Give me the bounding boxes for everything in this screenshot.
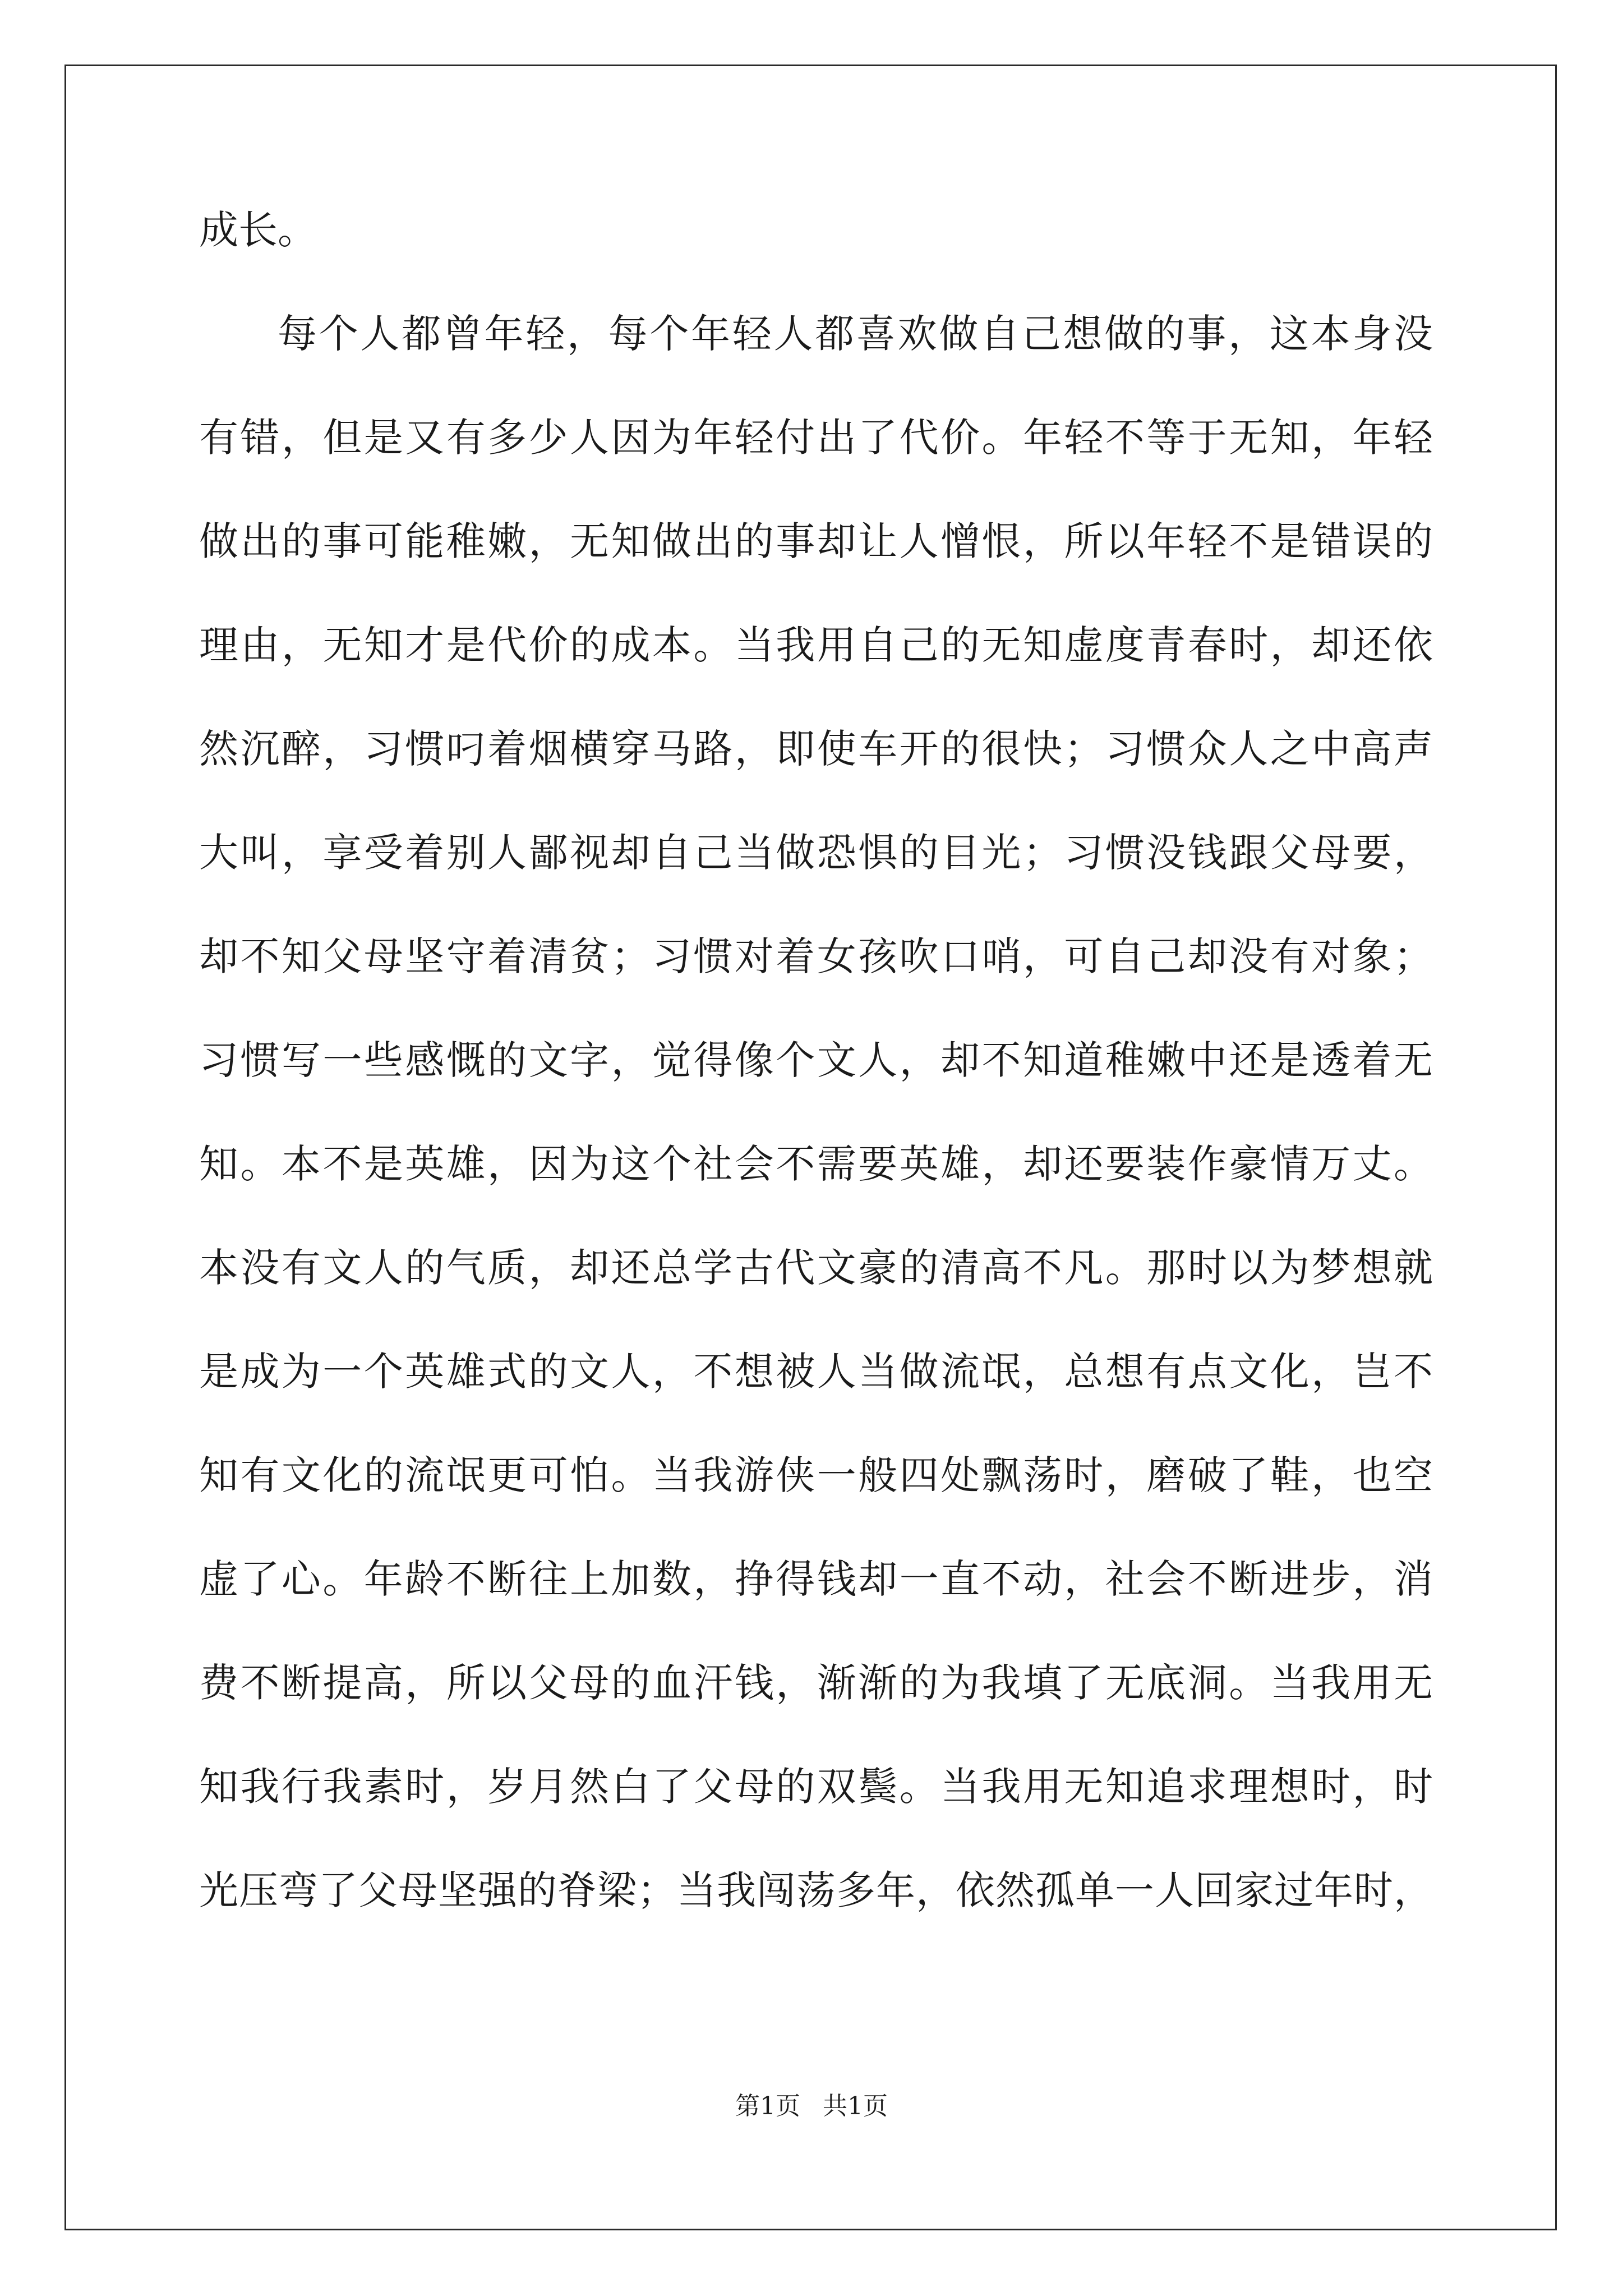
text-line: 费不断提高，所以父母的血汗钱，渐渐的为我填了无底洞。当我用无 (199, 1660, 1433, 1706)
page-total: 共1页 (823, 2092, 888, 2120)
text-line: 大叫，享受着别人鄙视却自己当做恐惧的目光；习惯没钱跟父母要， (199, 830, 1433, 876)
page-number: 第1页 (735, 2092, 800, 2120)
page-footer (0, 2090, 1623, 2123)
text-line: 每个人都曾年轻，每个年轻人都喜欢做自己想做的事，这本身没 (278, 311, 1433, 357)
text-line: 知有文化的流氓更可怕。当我游侠一般四处飘荡时，磨破了鞋，也空 (199, 1452, 1433, 1498)
text-line: 理由，无知才是代价的成本。当我用自己的无知虚度青春时，却还依 (199, 622, 1433, 668)
text-line: 做出的事可能稚嫩，无知做出的事却让人憎恨，所以年轻不是错误的 (199, 518, 1433, 564)
text-line: 是成为一个英雄式的文人，不想被人当做流氓，总想有点文化，岂不 (199, 1349, 1433, 1395)
text-line: 然沉醉，习惯叼着烟横穿马路，即使车开的很快；习惯众人之中高声 (199, 726, 1433, 772)
text-line: 知我行我素时，岁月然白了父母的双鬓。当我用无知追求理想时，时 (199, 1764, 1433, 1810)
text-line: 知。本不是英雄，因为这个社会不需要英雄，却还要装作豪情万丈。 (199, 1141, 1433, 1187)
text-line: 却不知父母坚守着清贫；习惯对着女孩吹口哨，可自己却没有对象； (199, 933, 1433, 979)
text-line: 本没有文人的气质，却还总学古代文豪的清高不凡。那时以为梦想就 (199, 1245, 1433, 1291)
text-line: 光压弯了父母坚强的脊梁；当我闯荡多年，依然孤单一人回家过年时， (199, 1867, 1433, 1913)
text-line: 成长。 (199, 207, 317, 253)
text-line: 虚了心。年龄不断往上加数，挣得钱却一直不动，社会不断进步，消 (199, 1556, 1433, 1602)
text-line: 习惯写一些感慨的文字，觉得像个文人，却不知道稚嫩中还是透着无 (199, 1037, 1433, 1083)
text-line: 有错，但是又有多少人因为年轻付出了代价。年轻不等于无知，年轻 (199, 415, 1433, 461)
